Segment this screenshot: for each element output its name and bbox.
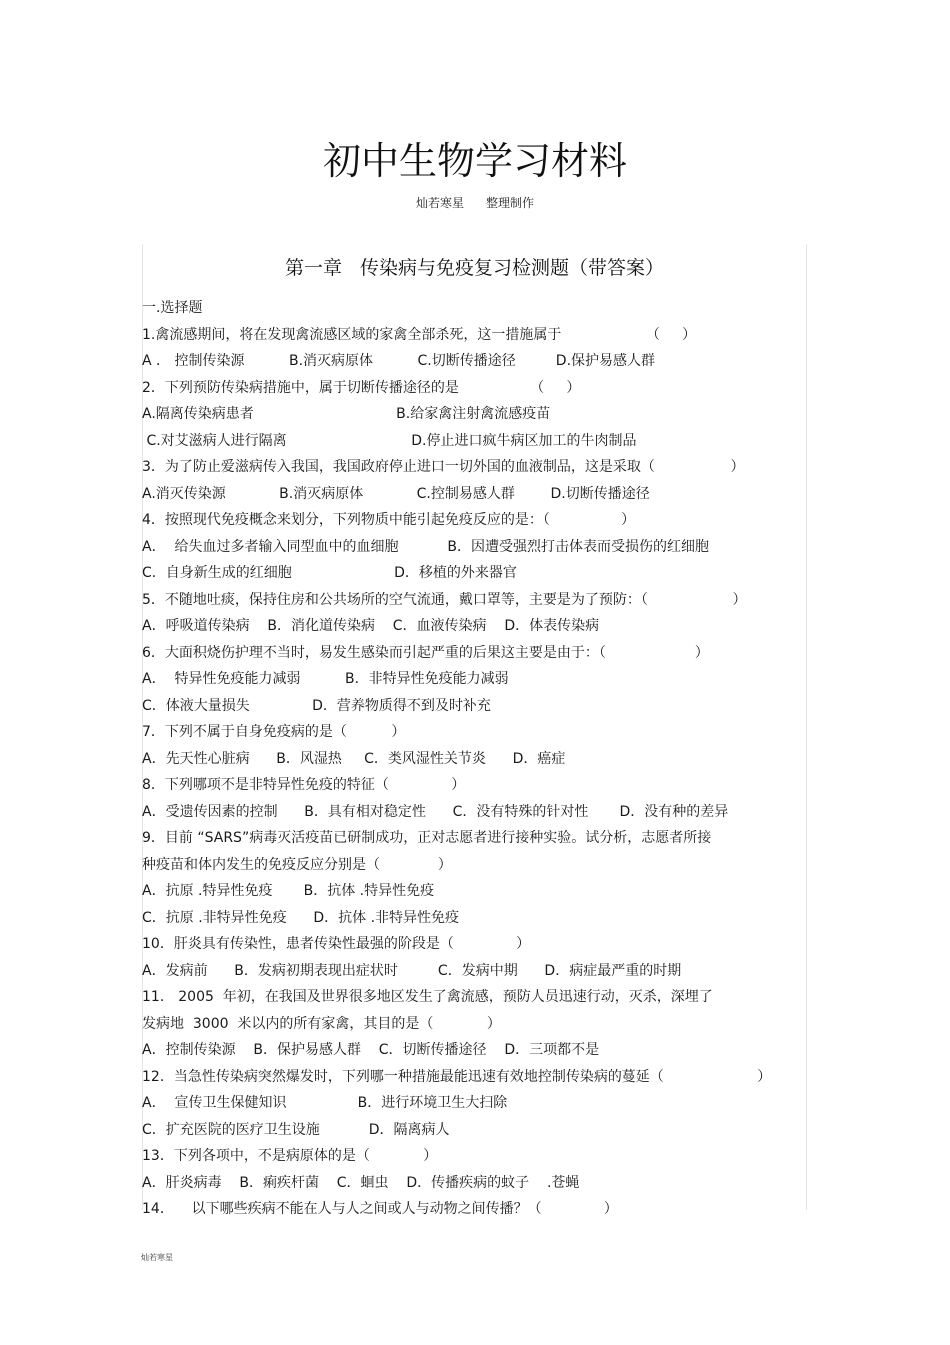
options-line: A． 给失血过多者输入同型血中的血细胞 B．因遭受强烈打击体表而受损伤的红细胞	[142, 538, 710, 555]
chapter-heading: 第一章 传染病与免疫复习检测题（带答案）	[284, 257, 665, 279]
footer-text: 灿若寒星	[141, 1253, 173, 1262]
question-line: 10．肝炎具有传染性，患者传染性最强的阶段是（ ）	[142, 936, 531, 952]
question-line: 5．不随地吐痰，保持住房和公共场所的空气流通，戴口罩等，主要是为了预防：（ ）	[142, 591, 747, 608]
credit-text: 整理制作	[486, 196, 535, 210]
options-line: A ． 控制传染源 B.消灭病原体 C.切断传播途径 D.保护易感人群	[142, 353, 656, 369]
options-line: A．控制传染源 B．保护易感人群 C．切断传播途径 D．三项都不是	[142, 1042, 600, 1058]
question-line: 发病地 3000 米以内的所有家禽，其目的是（ ）	[142, 1015, 501, 1032]
question-line: 13．下列各项中，不是病原体的是（ ）	[142, 1148, 438, 1164]
options-line: A．先天性心脏病 B．风湿热 C．类风湿性关节炎 D．癌症	[142, 750, 566, 767]
question-line: 9．目前 “SARS”病毒灭活疫苗已研制成功，正对志愿者进行接种实验。试分析，志愿者所接	[142, 830, 712, 846]
options-line: C.对艾滋病人进行隔离 D.停止进口疯牛病区加工的牛肉制品	[142, 432, 637, 449]
question-line: 14． 以下哪些疾病不能在人与人之间或人与动物之间传播？（ ）	[142, 1201, 618, 1217]
options-line: C．抗原 .非特异性免疫 D．抗体 .非特异性免疫	[142, 909, 460, 926]
options-line: C．体液大量损失 D．营养物质得不到及时补充	[142, 697, 491, 714]
question-line: 7．下列不属于自身免疫病的是（ ）	[142, 724, 406, 740]
options-line: A．肝炎病毒 B．痢疾杆菌 C．蛔虫 D．传播疾病的蚊子 .苍蝇	[142, 1174, 580, 1191]
document-title: 初中生物学习材料	[322, 139, 627, 183]
question-line: 6．大面积烧伤护理不当时，易发生感染而引起严重的后果这主要是由于：（ ）	[142, 644, 709, 661]
question-line: 3．为了防止爱滋病传入我国，我国政府停止进口一切外国的血液制品，这是采取（ ）	[142, 459, 745, 475]
question-list	[142, 295, 822, 1223]
question-line: 种疫苗和体内发生的免疫反应分别是（ ）	[142, 856, 452, 873]
section-heading: 一.选择题	[142, 300, 203, 316]
question-line: 12．当急性传染病突然爆发时，下列哪一种措施最能迅速有效地控制传染病的蔓延（ ）	[142, 1068, 772, 1085]
options-line: A． 宣传卫生保健知识 B．进行环境卫生大扫除	[142, 1095, 508, 1111]
options-line: A．抗原 .特异性免疫 B．抗体 .特异性免疫	[142, 883, 435, 899]
document-subtitle	[0, 194, 950, 212]
options-line: A．发病前 B．发病初期表现出症状时 C．发病中期 D．病症最严重的时期	[142, 962, 682, 979]
question-line: 2．下列预防传染病措施中，属于切断传播途径的是 （ ）	[142, 379, 581, 396]
options-line: A.隔离传染病患者 B.给家禽注射禽流感疫苗	[142, 406, 551, 422]
author-name: 灿若寒星	[415, 196, 464, 210]
question-line: 11． 2005 年初，在我国及世界很多地区发生了禽流感，预防人员迅速行动，灭杀，深埋了	[142, 989, 713, 1005]
options-line: A．呼吸道传染病 B．消化道传染病 C．血液传染病 D．体表传染病	[142, 618, 600, 634]
options-line: A.消灭传染源 B.消灭病原体 C.控制易感人群 D.切断传播途径	[142, 485, 650, 502]
question-line: 8．下列哪项不是非特异性免疫的特征（ ）	[142, 777, 466, 793]
options-line: A．受遗传因素的控制 B．具有相对稳定性 C．没有特殊的针对性 D．没有种的差异	[142, 803, 729, 820]
question-line: 1.禽流感期间，将在发现禽流感区域的家禽全部杀死，这一措施属于 （ ）	[142, 326, 697, 343]
options-line: C．自身新生成的红细胞 D．移植的外来器官	[142, 565, 517, 581]
options-line: A． 特异性免疫能力减弱 B．非特异性免疫能力减弱	[142, 671, 509, 687]
options-line: C．扩充医院的医疗卫生设施 D．隔离病人	[142, 1121, 450, 1138]
question-line: 4．按照现代免疫概念来划分，下列物质中能引起免疫反应的是：（ ）	[142, 512, 636, 528]
